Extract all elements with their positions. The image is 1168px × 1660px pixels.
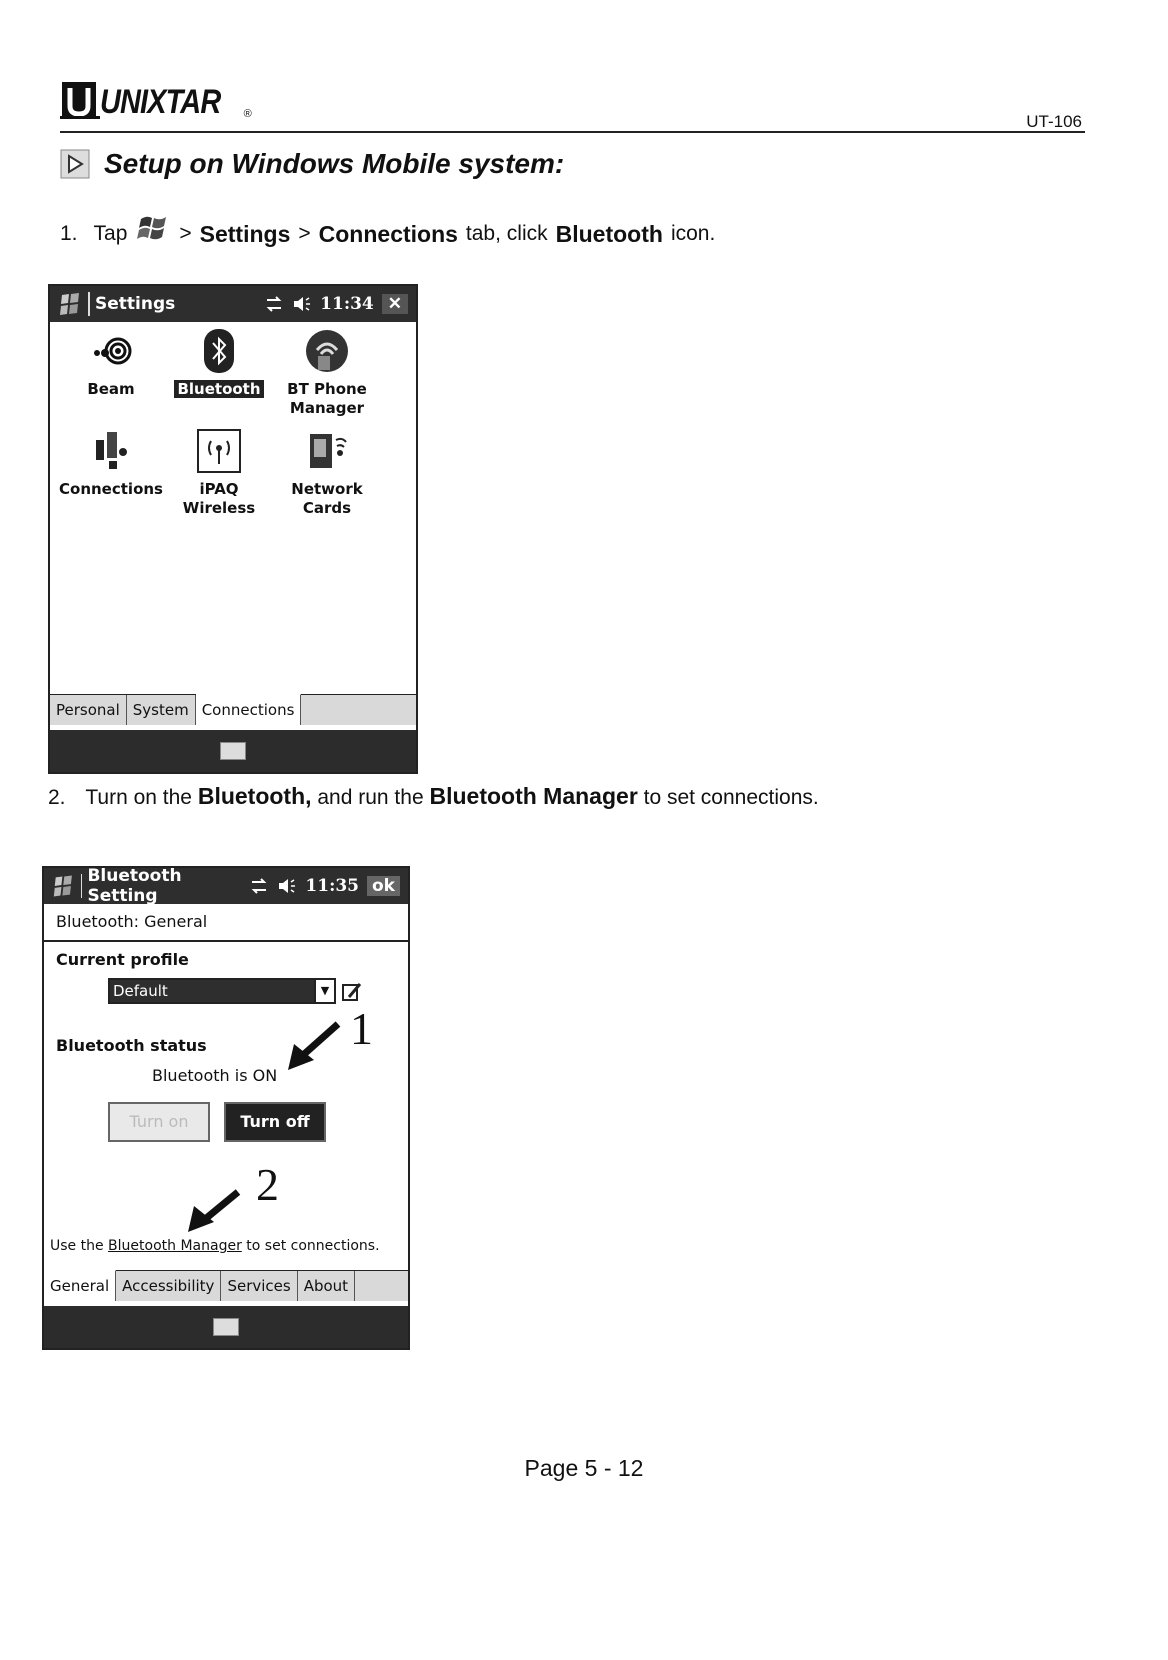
registered-mark: ®: [243, 108, 252, 120]
step-1: [60, 220, 715, 248]
tab-about[interactable]: About: [298, 1271, 355, 1301]
network-cards-icon: [304, 428, 350, 474]
step-2-p1: Turn on the: [85, 786, 192, 809]
titlebar-status: [264, 294, 408, 314]
header-rule: [60, 131, 1085, 133]
titlebar-status: [249, 876, 400, 896]
ok-button[interactable]: ok: [367, 876, 400, 896]
settings-titlebar: [50, 286, 416, 322]
bt-phone-manager-label: BT Phone Manager: [287, 380, 367, 417]
step-2-p3: to set connections.: [643, 786, 819, 809]
titlebar-separator: [81, 874, 83, 898]
profile-edit-icon[interactable]: [340, 980, 364, 1004]
bluetooth-manager-link[interactable]: Bluetooth Manager: [108, 1238, 242, 1254]
tab-accessibility[interactable]: Accessibility: [116, 1271, 221, 1301]
beam-label: Beam: [87, 380, 135, 398]
beam-icon: [88, 328, 134, 374]
step-1-bluetooth: Bluetooth: [555, 221, 663, 247]
step-2-p2: and run the: [317, 786, 424, 809]
settings-screen: [48, 284, 418, 774]
bluetooth-item[interactable]: [164, 328, 274, 399]
bt-status-label: Bluetooth status: [56, 1036, 207, 1055]
ipaq-wireless-item[interactable]: [164, 428, 274, 518]
section-title: [60, 148, 564, 180]
step-1-number: 1.: [60, 222, 78, 245]
connections-item[interactable]: [56, 428, 166, 499]
clock: 11:34: [320, 294, 374, 314]
tab-strip-fill: [355, 1271, 408, 1301]
section-title-text: Setup on Windows Mobile system:: [104, 148, 565, 179]
clock: 11:35: [305, 876, 359, 896]
beam-item[interactable]: [56, 328, 166, 399]
chevron-down-icon: ▼: [314, 980, 334, 1002]
brand-name: UNIXTAR: [100, 83, 221, 121]
page-number: Page 5 - 12: [524, 1455, 644, 1481]
step-1-sep-2: >: [298, 222, 311, 245]
manager-hint-suffix: to set connections.: [246, 1238, 380, 1254]
titlebar-separator: [88, 292, 90, 316]
step-2-manager: Bluetooth Manager: [429, 783, 638, 809]
profile-value: Default: [110, 980, 314, 1002]
speaker-icon[interactable]: [292, 295, 312, 313]
bt-menubar: [44, 1306, 408, 1348]
step-1-icon-word: icon.: [670, 222, 716, 245]
keyboard-icon[interactable]: [213, 1318, 239, 1336]
manager-hint: [50, 1238, 380, 1254]
step-1-tap: Tap: [93, 222, 128, 245]
windows-start-icon: [135, 211, 171, 243]
settings-tabs: [50, 694, 416, 725]
close-button[interactable]: ✕: [382, 294, 408, 314]
bt-status-value: Bluetooth is ON: [152, 1066, 278, 1085]
bluetooth-settings-screen: [42, 866, 410, 1350]
bt-page-header: Bluetooth: General: [44, 904, 408, 942]
ipaq-wireless-icon: [196, 428, 242, 474]
callout-arrow-1-icon: [284, 1018, 344, 1074]
settings-menubar: [50, 730, 416, 772]
connectivity-icon[interactable]: [264, 295, 284, 313]
brand-logo: [60, 76, 252, 120]
bt-tabs: [44, 1270, 408, 1301]
bt-title: Bluetooth Setting: [87, 866, 182, 906]
callout-2: 2: [256, 1159, 279, 1210]
network-cards-item[interactable]: [272, 428, 382, 518]
step-2-bluetooth: Bluetooth,: [197, 783, 312, 809]
bluetooth-label: Bluetooth: [174, 380, 263, 398]
bt-phone-manager-item[interactable]: [272, 328, 382, 418]
step-1-sep-1: >: [179, 222, 192, 245]
keyboard-icon[interactable]: [220, 742, 246, 760]
turn-off-button[interactable]: Turn off: [224, 1102, 326, 1142]
ipaq-wireless-label: iPAQ Wireless: [182, 480, 256, 517]
step-1-connections: Connections: [318, 221, 458, 247]
tab-strip-fill: [301, 695, 416, 725]
unixtar-logo-icon: [60, 76, 100, 120]
start-flag-icon[interactable]: [56, 289, 86, 319]
bt-titlebar: [44, 868, 408, 904]
profile-dropdown[interactable]: [108, 978, 336, 1004]
tab-connections[interactable]: Connections: [196, 694, 302, 725]
step-1-settings: Settings: [199, 221, 291, 247]
connections-icon: [88, 428, 134, 474]
bluetooth-icon: [196, 328, 242, 374]
model-number: UT-106: [1026, 112, 1082, 131]
step-1-tab-click: tab, click: [465, 222, 548, 245]
turn-on-button[interactable]: Turn on: [108, 1102, 210, 1142]
tab-services[interactable]: Services: [221, 1271, 297, 1301]
network-cards-label: Network Cards: [291, 480, 363, 517]
manager-hint-prefix: Use the: [50, 1238, 104, 1254]
tab-personal[interactable]: Personal: [50, 695, 127, 725]
arrow-bullet-icon: [60, 149, 90, 179]
current-profile-label: Current profile: [56, 950, 189, 969]
step-2: [48, 782, 819, 812]
start-flag-icon[interactable]: [50, 871, 79, 901]
connectivity-icon[interactable]: [249, 877, 269, 895]
speaker-icon[interactable]: [277, 877, 297, 895]
tab-general[interactable]: General: [44, 1270, 116, 1301]
step-2-number: 2.: [48, 786, 66, 809]
tab-system[interactable]: System: [127, 695, 196, 725]
settings-title: Settings: [95, 294, 176, 314]
callout-1: 1: [350, 1003, 373, 1054]
bt-phone-manager-icon: [304, 328, 350, 374]
callout-arrow-2-icon: [184, 1186, 244, 1236]
connections-label: Connections: [59, 480, 163, 498]
